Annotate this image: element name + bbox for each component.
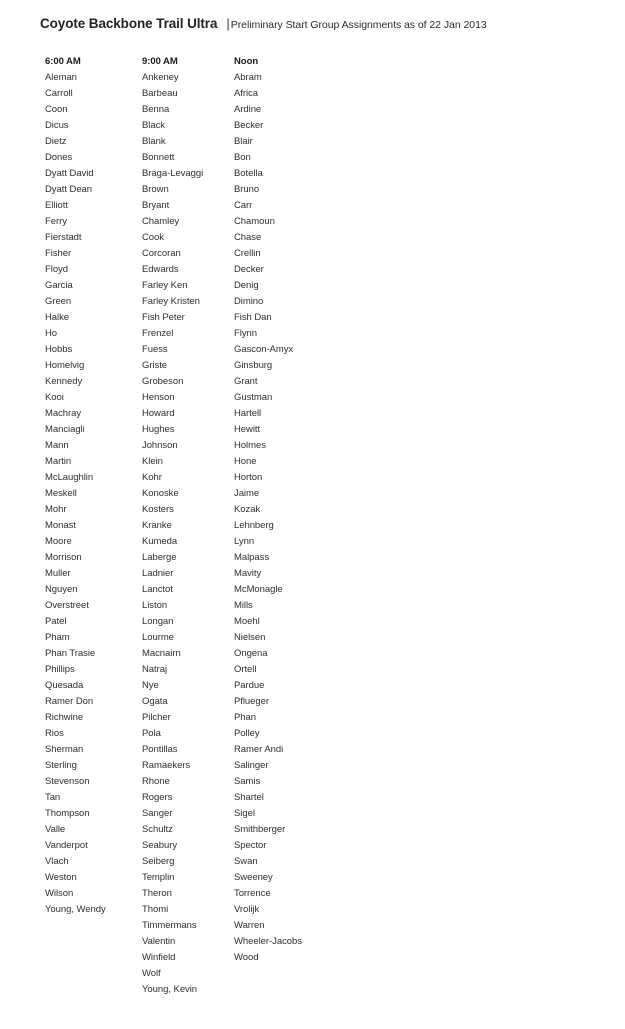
list-item: Templin	[142, 872, 175, 883]
list-item: Hughes	[142, 424, 175, 435]
list-item: Bruno	[234, 184, 260, 195]
list-item: Fisher	[45, 248, 72, 259]
title-separator: |	[226, 16, 230, 31]
list-item: Muller	[45, 568, 71, 579]
list-item: Rhone	[142, 776, 170, 787]
list-item: Young, Kevin	[142, 984, 198, 995]
list-item: Overstreet	[45, 600, 89, 611]
list-item: Moore	[45, 536, 72, 547]
list-item: Cook	[142, 232, 164, 243]
list-item: Ladnier	[142, 568, 174, 579]
list-item: Phan Trasie	[45, 648, 96, 659]
list-item: Carroll	[45, 88, 73, 99]
list-item: Timmermans	[142, 920, 197, 931]
list-item: Stevenson	[45, 776, 90, 787]
list-item: Thompson	[45, 808, 90, 819]
list-item: Grobeson	[142, 376, 184, 387]
list-item: Tan	[45, 792, 61, 803]
list-item: Howard	[142, 408, 175, 419]
list-item: Ortell	[234, 664, 257, 675]
list-item: Samis	[234, 776, 261, 787]
list-item: Halke	[45, 312, 70, 323]
list-item: Blank	[142, 136, 166, 147]
list-item: Spector	[234, 840, 267, 851]
list-item: Ardine	[234, 104, 262, 115]
list-item: Carr	[234, 200, 253, 211]
list-item: Pontillas	[142, 744, 178, 755]
list-item: Dietz	[45, 136, 67, 147]
list-item: Vlach	[45, 856, 69, 867]
list-item: Lehnberg	[234, 520, 274, 531]
list-item: Johnson	[142, 440, 178, 451]
list-item: Theron	[142, 888, 172, 899]
list-item: Phillips	[45, 664, 75, 675]
list-item: Salinger	[234, 760, 269, 771]
list-item: Moehl	[234, 616, 260, 627]
list-item: Corcoran	[142, 248, 181, 259]
start-group-header: 9:00 AM	[142, 56, 178, 67]
start-group-header: Noon	[234, 56, 259, 67]
list-item: McLaughlin	[45, 472, 94, 483]
list-item: Mavity	[234, 568, 262, 579]
list-item: Machray	[45, 408, 82, 419]
list-item: Chase	[234, 232, 262, 243]
list-item: Barbeau	[142, 88, 178, 99]
page-subtitle: Preliminary Start Group Assignments as of 22 Jan 2013	[230, 19, 487, 31]
list-item: Grant	[234, 376, 258, 387]
list-item: Blair	[234, 136, 253, 147]
list-item: Dyatt Dean	[45, 184, 93, 195]
list-item: Macnairn	[142, 648, 181, 659]
list-item: Phan	[234, 712, 256, 723]
list-item: Valle	[45, 824, 66, 835]
list-item: Hobbs	[45, 344, 73, 355]
list-item: Patel	[45, 616, 67, 627]
list-item: Ogata	[142, 696, 168, 707]
list-item: Nielsen	[234, 632, 266, 643]
list-item: Griste	[142, 360, 168, 371]
start-group-column	[234, 54, 394, 966]
list-item: Warren	[234, 920, 265, 931]
list-item: Hone	[234, 456, 257, 467]
list-item: Laberge	[142, 552, 177, 563]
list-item: Ongena	[234, 648, 268, 659]
list-item: Coon	[45, 104, 68, 115]
list-item: Braga-Levaggi	[142, 168, 204, 179]
list-item: Kozak	[234, 504, 261, 515]
list-item: Ramer Don	[45, 696, 94, 707]
list-item: Fierstadt	[45, 232, 82, 243]
list-item: Ho	[45, 328, 58, 339]
list-item: Young, Wendy	[45, 904, 106, 915]
list-item: Pola	[142, 728, 161, 739]
list-item: Pham	[45, 632, 70, 643]
list-item: Schultz	[142, 824, 173, 835]
list-item: Kennedy	[45, 376, 83, 387]
list-item: Vanderpot	[45, 840, 88, 851]
list-item: Brown	[142, 184, 169, 195]
list-item: Garcia	[45, 280, 73, 291]
list-item: Flynn	[234, 328, 257, 339]
list-item: Manciagli	[45, 424, 85, 435]
list-item: Ginsburg	[234, 360, 273, 371]
list-item: Denig	[234, 280, 259, 291]
list-item: Rios	[45, 728, 64, 739]
list-item: Hewitt	[234, 424, 261, 435]
list-item: Sherman	[45, 744, 84, 755]
list-item: Ferry	[45, 216, 67, 227]
list-item: Morrison	[45, 552, 82, 563]
list-item: Mills	[234, 600, 253, 611]
list-item: Bonnett	[142, 152, 175, 163]
list-item: Benna	[142, 104, 170, 115]
list-item: Vrolijk	[234, 904, 260, 915]
list-item: Longan	[142, 616, 174, 627]
list-item: Malpass	[234, 552, 270, 563]
page-title: Coyote Backbone Trail Ultra	[40, 16, 218, 31]
document-header	[40, 16, 487, 31]
list-item: Sanger	[142, 808, 173, 819]
list-item: Farley Kristen	[142, 296, 200, 307]
list-item: Thomi	[142, 904, 169, 915]
list-item: Torrence	[234, 888, 271, 899]
list-item: Abram	[234, 72, 262, 83]
list-item: Pflueger	[234, 696, 269, 707]
list-item: Dicus	[45, 120, 69, 131]
list-item: Kohr	[142, 472, 162, 483]
list-item: Liston	[142, 600, 168, 611]
list-item: Hartell	[234, 408, 262, 419]
list-item: Nguyen	[45, 584, 78, 595]
list-item: Chamoun	[234, 216, 275, 227]
list-item: Klein	[142, 456, 163, 467]
list-item: Ramer Andi	[234, 744, 284, 755]
list-item: Quesada	[45, 680, 84, 691]
list-item: Wheeler-Jacobs	[234, 936, 302, 947]
list-item: Shartel	[234, 792, 264, 803]
list-item: Richwine	[45, 712, 84, 723]
list-item: Floyd	[45, 264, 68, 275]
start-group-column	[142, 54, 234, 998]
list-item: Dyatt David	[45, 168, 94, 179]
list-item: Ramaekers	[142, 760, 191, 771]
list-item: Botella	[234, 168, 263, 179]
list-item: McMonagle	[234, 584, 283, 595]
list-item: Elliott	[45, 200, 68, 211]
start-group-columns	[45, 54, 605, 998]
list-item: Kosters	[142, 504, 174, 515]
list-item: Fuess	[142, 344, 168, 355]
list-item: Pardue	[234, 680, 265, 691]
list-item: Weston	[45, 872, 77, 883]
list-item: Lynn	[234, 536, 255, 547]
list-item: Swan	[234, 856, 258, 867]
list-item: Black	[142, 120, 165, 131]
list-item: Winfield	[142, 952, 176, 963]
start-group-header: 6:00 AM	[45, 56, 81, 67]
list-item: Lanctot	[142, 584, 173, 595]
list-item: Crellin	[234, 248, 261, 259]
list-item: Smithberger	[234, 824, 286, 835]
start-group-column	[45, 54, 142, 918]
list-item: Kooi	[45, 392, 64, 403]
list-item: Dimino	[234, 296, 264, 307]
list-item: Chamley	[142, 216, 180, 227]
list-item: Bryant	[142, 200, 170, 211]
runner-name-list	[142, 70, 234, 998]
list-item: Frenzel	[142, 328, 174, 339]
list-item: Bon	[234, 152, 251, 163]
list-item: Polley	[234, 728, 260, 739]
list-item: Kumeda	[142, 536, 178, 547]
list-item: Homelvig	[45, 360, 85, 371]
list-item: Meskell	[45, 488, 77, 499]
list-item: Becker	[234, 120, 264, 131]
list-item: Konoske	[142, 488, 179, 499]
list-item: Ankeney	[142, 72, 179, 83]
list-item: Edwards	[142, 264, 179, 275]
list-item: Seabury	[142, 840, 178, 851]
list-item: Kranke	[142, 520, 172, 531]
list-item: Natraj	[142, 664, 168, 675]
list-item: Wilson	[45, 888, 74, 899]
list-item: Sweeney	[234, 872, 273, 883]
list-item: Farley Ken	[142, 280, 188, 291]
list-item: Horton	[234, 472, 263, 483]
list-item: Dones	[45, 152, 73, 163]
runner-name-list	[234, 70, 394, 966]
list-item: Wolf	[142, 968, 161, 979]
list-item: Nye	[142, 680, 159, 691]
list-item: Aleman	[45, 72, 77, 83]
list-item: Sigel	[234, 808, 255, 819]
list-item: Decker	[234, 264, 264, 275]
list-item: Africa	[234, 88, 258, 99]
list-item: Martin	[45, 456, 72, 467]
list-item: Wood	[234, 952, 259, 963]
list-item: Holmes	[234, 440, 266, 451]
list-item: Gascon-Amyx	[234, 344, 294, 355]
list-item: Rogers	[142, 792, 173, 803]
list-item: Mann	[45, 440, 69, 451]
list-item: Monast	[45, 520, 76, 531]
list-item: Valentin	[142, 936, 176, 947]
list-item: Gustman	[234, 392, 273, 403]
list-item: Fish Dan	[234, 312, 272, 323]
list-item: Pilcher	[142, 712, 171, 723]
list-item: Green	[45, 296, 72, 307]
list-item: Henson	[142, 392, 175, 403]
runner-name-list	[45, 70, 142, 918]
list-item: Seiberg	[142, 856, 175, 867]
list-item: Lourme	[142, 632, 174, 643]
list-item: Jaime	[234, 488, 260, 499]
list-item: Fish Peter	[142, 312, 185, 323]
list-item: Sterling	[45, 760, 77, 771]
list-item: Mohr	[45, 504, 67, 515]
